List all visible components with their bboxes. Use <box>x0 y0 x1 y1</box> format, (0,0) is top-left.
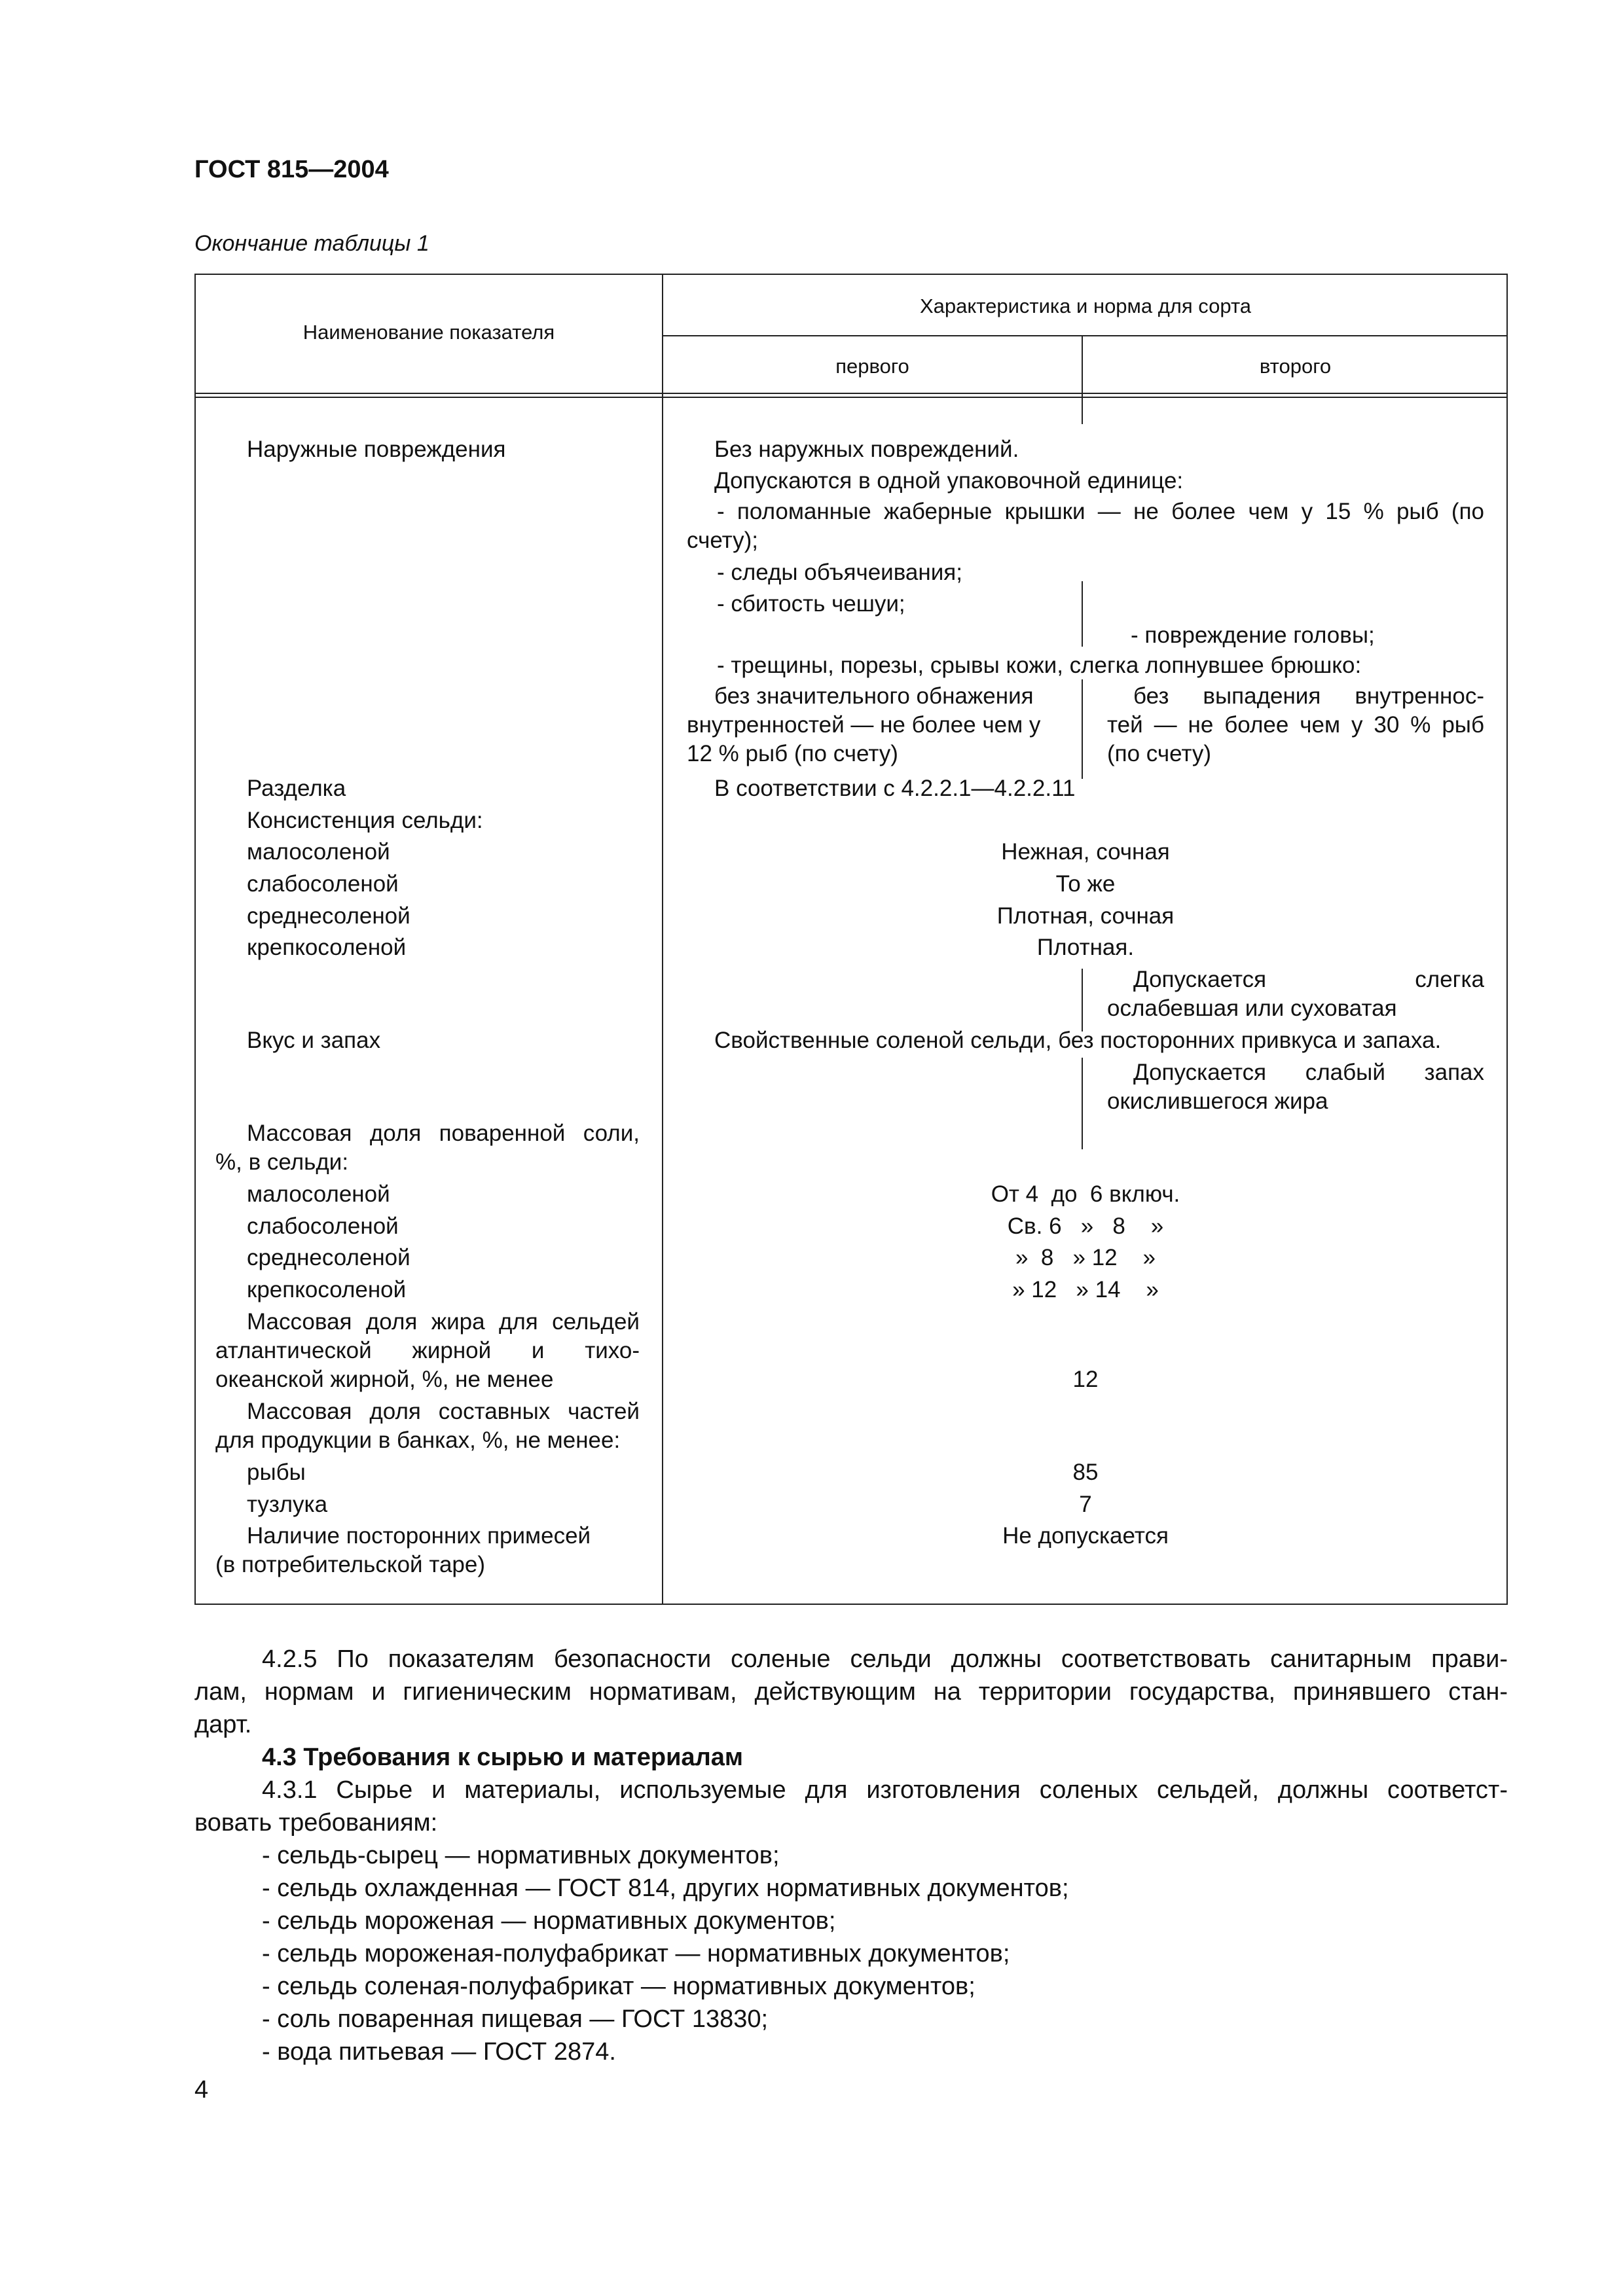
row-cons-low-value: Нежная, сочная <box>1001 839 1170 865</box>
paragraph-4-2-5-line-1: 4.2.5 По показателям безопасности соленые сельди должны соответствовать санитарным прави- <box>262 1645 1508 1673</box>
section-heading-4-3: 4.3 Требования к сырью и материалам <box>262 1744 743 1771</box>
row-salt-name-a: Массовая доля поваренной соли, <box>247 1121 640 1146</box>
damage-line-6: - повреждение головы; <box>1131 622 1375 648</box>
data-table <box>194 274 1508 1605</box>
list-item: - сельдь мороженая — нормативных документов; <box>262 1907 836 1935</box>
list-item: - сельдь мороженая-полуфабрикат — нормативных документов; <box>262 1940 1010 1967</box>
damage-second-c: (по счету) <box>1107 741 1212 766</box>
damage-line-4: - следы объячеивания; <box>717 560 962 585</box>
row-cons-mid-value: Плотная, сочная <box>996 903 1175 929</box>
row-salt-weak-value: Св. 6 » 8 » <box>1007 1213 1164 1239</box>
column-header-name: Наименование показателя <box>302 321 555 344</box>
grade-divider-seg-1 <box>1082 398 1083 424</box>
column-header-first: первого <box>835 355 909 378</box>
column-header-group: Характеристика и норма для сорта <box>919 295 1252 317</box>
row-cons-mid-name: среднесоленой <box>247 903 410 929</box>
table-divider-header-bottom-2 <box>196 397 1508 398</box>
row-cons-name: Консистенция сельди: <box>247 808 483 833</box>
row-fat-name-b: атлантической жирной и тихо- <box>215 1338 640 1363</box>
row-impur-name-b: (в потребительской таре) <box>215 1552 486 1577</box>
cons-strong-second-b: ослабевшая или суховатая <box>1107 996 1397 1021</box>
damage-line-7: - трещины, порезы, срывы кожи, слегка лопнувшее брюшко: <box>717 653 1362 678</box>
damage-second-b: тей — не более чем у 30 % рыб <box>1107 712 1484 738</box>
list-item: - вода питьевая — ГОСТ 2874. <box>262 2038 616 2066</box>
row-impur-value: Не допускается <box>1002 1523 1169 1549</box>
grade-divider-seg-3 <box>1082 679 1083 779</box>
table-divider-header-sub <box>663 335 1508 336</box>
row-salt-low-name: малосоленой <box>247 1181 390 1207</box>
row-fish-value: 85 <box>1072 1460 1099 1485</box>
damage-first-c: 12 % рыб (по счету) <box>687 741 898 766</box>
row-taste-name: Вкус и запах <box>247 1028 381 1053</box>
row-cons-weak-name: слабосоленой <box>247 871 399 897</box>
row-fat-name-c: океанской жирной, %, не менее <box>215 1367 554 1392</box>
damage-second-a: без выпадения внутреннос- <box>1133 683 1484 709</box>
damage-first-a: без значительного обнажения <box>714 683 1034 709</box>
row-salt-mid-value: » 8 » 12 » <box>1015 1245 1156 1270</box>
row-fish-name: рыбы <box>247 1460 306 1485</box>
list-item: - сельдь-сырец — нормативных документов; <box>262 1842 780 1869</box>
grade-divider-seg-5 <box>1082 1058 1083 1149</box>
column-header-second: второго <box>1259 355 1332 378</box>
table-caption: Окончание таблицы 1 <box>194 231 429 256</box>
row-cons-strong-value: Плотная. <box>1036 935 1135 960</box>
damage-first-b: внутренностей — не более чем у <box>687 712 1041 738</box>
row-brine-name: тузлука <box>247 1492 328 1517</box>
row-salt-strong-value: » 12 » 14 » <box>1012 1277 1159 1302</box>
row-taste-value: Свойственные соленой сельди, без посторонних привкуса и запаха. <box>714 1028 1442 1053</box>
grade-divider-seg-4 <box>1082 969 1083 1031</box>
row-salt-name-b: %, в сельди: <box>215 1149 349 1175</box>
row-cons-low-name: малосоленой <box>247 839 390 865</box>
grade-divider-seg-2 <box>1082 581 1083 647</box>
damage-line-1: Без наружных повреждений. <box>714 437 1019 462</box>
taste-second-a: Допускается слабый запах <box>1133 1060 1484 1085</box>
row-fat-name-a: Массовая доля жира для сельдей <box>247 1309 640 1335</box>
row-salt-strong-name: крепкосоленой <box>247 1277 407 1302</box>
page-number: 4 <box>194 2076 209 2104</box>
list-item: - сельдь соленая-полуфабрикат — нормативных документов; <box>262 1973 976 2000</box>
taste-second-b: окислившегося жира <box>1107 1088 1328 1114</box>
paragraph-4-2-5-line-3: дарт. <box>194 1711 252 1738</box>
row-cut-name: Разделка <box>247 776 346 801</box>
row-salt-mid-name: среднесоленой <box>247 1245 410 1270</box>
row-fat-value: 12 <box>1072 1367 1099 1392</box>
list-item: - сельдь охлажденная — ГОСТ 814, других нормативных документов; <box>262 1874 1069 1902</box>
row-cons-weak-value: То же <box>1055 871 1116 897</box>
row-damage-name: Наружные повреждения <box>247 437 506 462</box>
list-item: - соль поваренная пищевая — ГОСТ 13830; <box>262 2005 769 2033</box>
paragraph-4-2-5-line-2: лам, нормам и гигиеническим нормативам, действующим на территории государства, принявшего стан- <box>194 1678 1508 1706</box>
row-salt-weak-name: слабосоленой <box>247 1213 399 1239</box>
table-divider-header-bottom <box>196 393 1508 394</box>
document-header: ГОСТ 815—2004 <box>194 156 389 183</box>
row-brine-value: 7 <box>1079 1492 1092 1517</box>
damage-line-2: Допускаются в одной упаковочной единице: <box>714 468 1184 493</box>
row-cut-value: В соответствии с 4.2.2.1—4.2.2.11 <box>714 776 1076 801</box>
damage-line-3a: - поломанные жаберные крышки — не более чем у 15 % рыб (по <box>717 499 1484 524</box>
row-salt-low-value: От 4 до 6 включ. <box>991 1181 1180 1207</box>
row-parts-name-b: для продукции в банках, %, не менее: <box>215 1427 621 1453</box>
paragraph-4-3-1-line-2: вовать требованиям: <box>194 1809 438 1837</box>
damage-line-5: - сбитость чешуи; <box>717 591 905 617</box>
paragraph-4-3-1-line-1: 4.3.1 Сырье и материалы, используемые для изготовления соленых сельдей, должны соответст- <box>262 1776 1508 1804</box>
row-parts-name-a: Массовая доля составных частей <box>247 1399 640 1424</box>
damage-line-3b: счету); <box>687 528 758 553</box>
cons-strong-second-a: Допускается слегка <box>1133 967 1484 992</box>
row-impur-name-a: Наличие посторонних примесей <box>247 1523 591 1549</box>
row-cons-strong-name: крепкосоленой <box>247 935 407 960</box>
